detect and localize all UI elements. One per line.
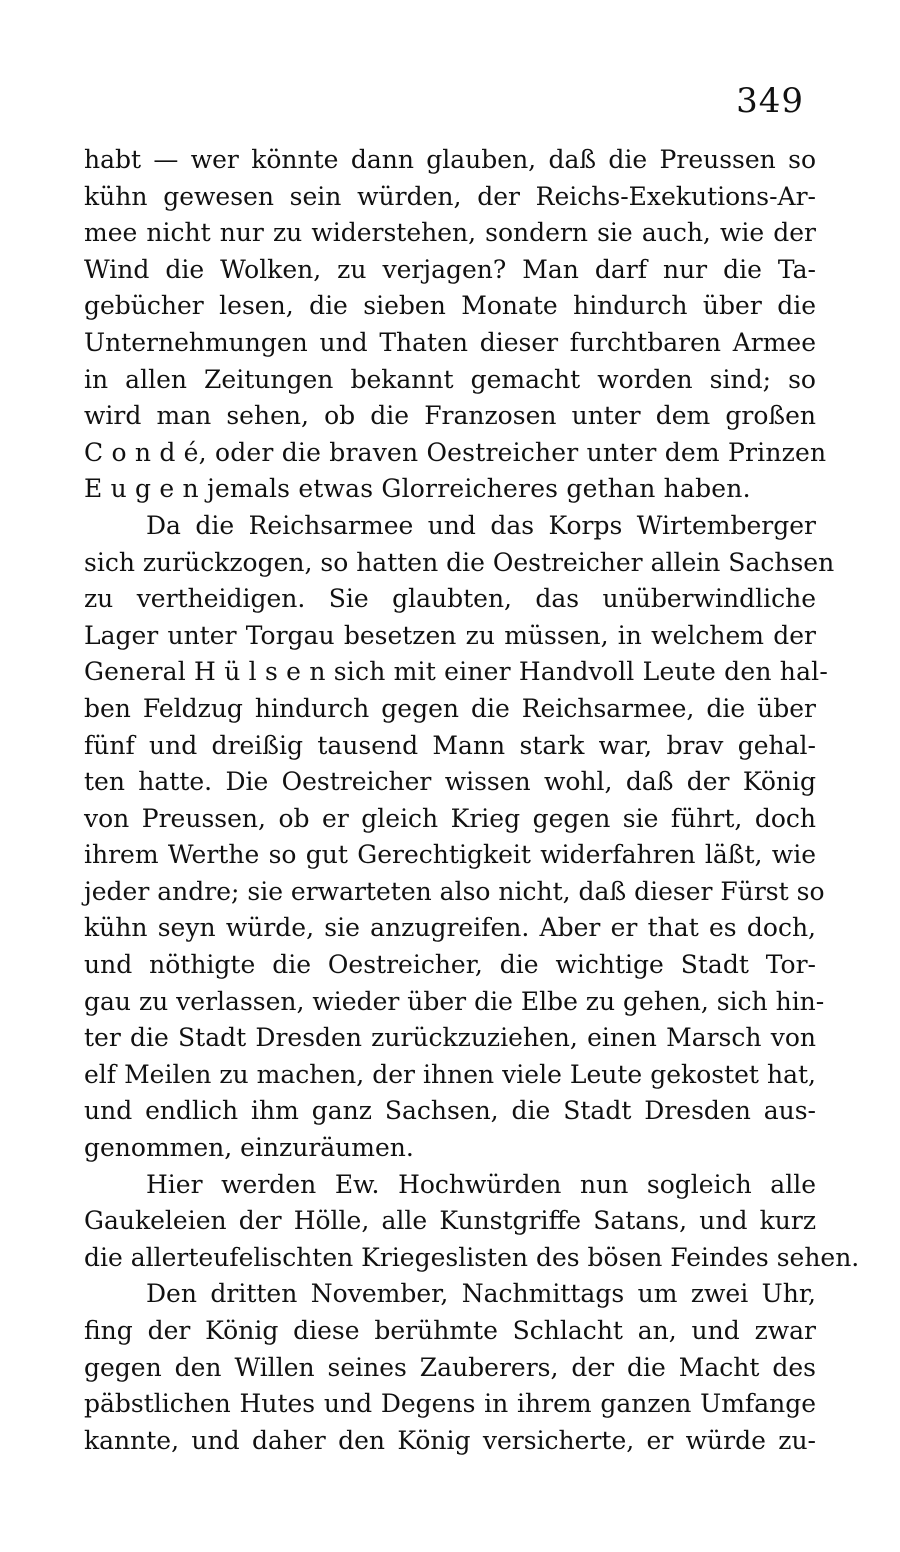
text-line: und nöthigte die Oestreicher, die wichtige Stadt Tor- [84, 950, 816, 980]
text-line: kannte, und daher den König versicherte, er würde zu- [84, 1425, 816, 1455]
text-line: päbstlichen Hutes und Degens in ihrem ganzen Umfange [84, 1389, 816, 1419]
text-line: von Preussen, ob er gleich Krieg gegen sie führt, doch [84, 803, 816, 833]
text-line: Hier werden Ew. Hochwürden nun sogleich alle [146, 1169, 816, 1199]
text-line: C o n d é, oder die braven Oestreicher unter dem Prinzen [84, 437, 827, 467]
text-line: fünf und dreißig tausend Mann stark war, brav gehal- [84, 730, 816, 760]
text-line: gegen den Willen seines Zauberers, der die Macht des [84, 1352, 816, 1382]
text-line: genommen, einzuräumen. [84, 1133, 414, 1163]
text-line: General H ü l s e n sich mit einer Handvoll Leute den hal- [84, 657, 829, 687]
text-line: jeder andre; sie erwarteten also nicht, daß dieser Fürst so [84, 876, 825, 906]
text-line: habt — wer könnte dann glauben, daß die Preussen so [84, 145, 816, 174]
text-line: Da die Reichsarmee und das Korps Wirtemberger [146, 510, 816, 540]
text-line: elf Meilen zu machen, der ihnen viele Leute gekostet hat, [84, 1059, 816, 1089]
text-line: und endlich ihm ganz Sachsen, die Stadt Dresden aus- [84, 1096, 816, 1126]
text-line: fing der König diese berühmte Schlacht an, und zwar [84, 1316, 816, 1345]
text-line: zu vertheidigen. Sie glaubten, das unüberwindliche [84, 584, 816, 614]
text-line: gebücher lesen, die sieben Monate hindurch über die [84, 291, 816, 321]
paragraph-2 [84, 508, 835, 1167]
text-line: Unternehmungen und Thaten dieser furchtbaren Armee [84, 327, 816, 357]
text-block [84, 142, 860, 1459]
text-line: sich zurückzogen, so hatten die Oestreicher allein Sachsen [84, 547, 835, 577]
text-line: wird man sehen, ob die Franzosen unter dem großen [84, 401, 816, 431]
text-line: ter die Stadt Dresden zurückzuziehen, einen Marsch von [84, 1023, 816, 1053]
text-line: kühn gewesen sein würden, der Reichs-Exekutions-Ar- [84, 181, 816, 211]
paragraph-4 [84, 1276, 816, 1459]
paragraph-1 [84, 142, 827, 508]
text-line: Wind die Wolken, zu verjagen? Man darf nur die Ta- [84, 254, 816, 284]
page-number: 349 [736, 81, 804, 121]
text-line: E u g e n jemals etwas Glorreicheres gethan haben. [84, 474, 751, 504]
text-line: gau zu verlassen, wieder über die Elbe zu gehen, sich hin- [84, 986, 825, 1016]
text-line: kühn seyn würde, sie anzugreifen. Aber er that es doch, [84, 913, 816, 943]
paragraph-3 [84, 1167, 860, 1277]
text-line: Lager unter Torgau besetzen zu müssen, in welchem der [84, 620, 816, 650]
text-line: ben Feldzug hindurch gegen die Reichsarmee, die über [84, 693, 816, 723]
text-line: ten hatte. Die Oestreicher wissen wohl, daß der König [84, 767, 816, 797]
text-line: Den dritten November, Nachmittags um zwei Uhr, [146, 1279, 816, 1309]
text-line: mee nicht nur zu widerstehen, sondern sie auch, wie der [84, 218, 816, 248]
text-line: die allerteufelischten Kriegeslisten des bösen Feindes sehen. [84, 1242, 860, 1272]
text-line: Gaukeleien der Hölle, alle Kunstgriffe Satans, und kurz [84, 1206, 816, 1236]
text-line: in allen Zeitungen bekannt gemacht worden sind; so [84, 364, 816, 394]
text-line: ihrem Werthe so gut Gerechtigkeit widerfahren läßt, wie [84, 840, 816, 870]
